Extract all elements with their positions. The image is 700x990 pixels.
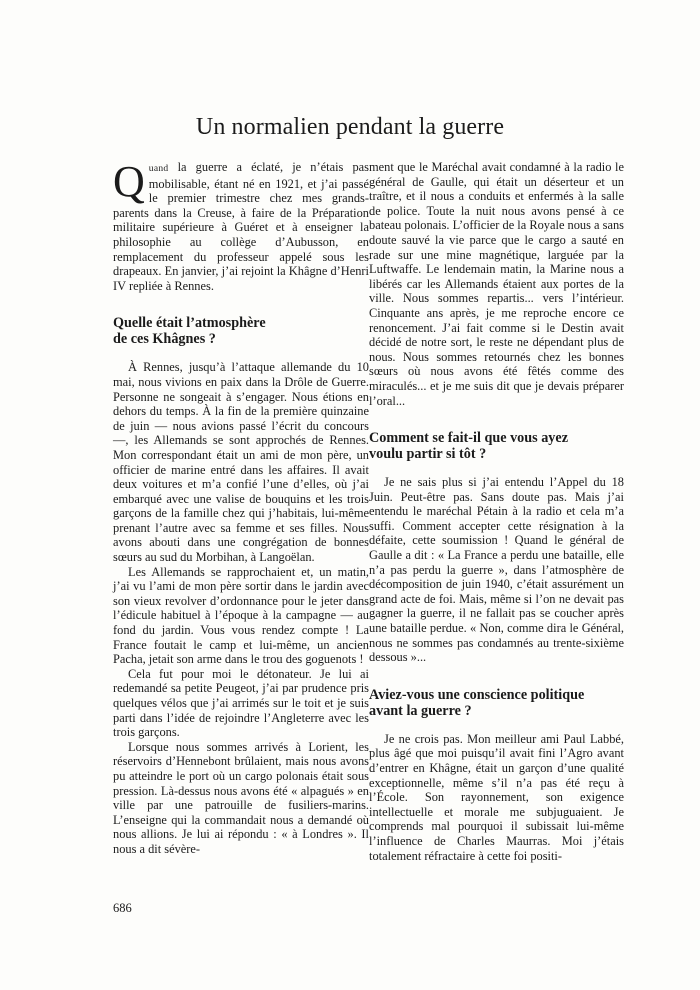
- paragraph: Lorsque nous sommes arrivés à Lorient, les réservoirs d’Hennebont brûlaient, mais nous avons pu atteindre le port où un cargo polonais était sous pression. Là-dessus nous avons été « alpagués » en ville par une patrouille de fusiliers-marins. L’enseigne qui la commandait nous a demandé où nous allions. Je lui ai répondu : « à Londres ». Il nous a dit sévère-: [113, 739, 369, 856]
- section-heading-3: Aviez-vous une conscience politique avant la guerre ?: [369, 686, 585, 719]
- intro-text: la guerre a éclaté, je n’étais pas mobilisable, étant né en 1921, et j’ai passé le premier trimestre chez mes grands-parents dans la Creuse, à faire de la Préparation militaire supérieure à Guéret et à enseigner la philosophie au collège d’Aubusson, en remplacement du professeur appelé sous les drapeaux. En janvier, j’ai rejoint la Khâgne d’Henri IV repliée à Rennes.: [113, 160, 369, 293]
- paragraph: Je ne crois pas. Mon meilleur ami Paul Labbé, plus âgé que moi puisqu’il avait fini l’Agro avant d’entrer en Khâgne, était un garçon d’une qualité exceptionnelle, même s’il n’a pas été reçu à l’École. Son rayonnement, son exigence intellectuelle et morale me subjuguaient. Je comprends mal pourquoi il subissait lui-même l’influence de Charles Maurras. Moi j’étais totalement réfractaire à cette foi positi-: [369, 731, 624, 863]
- section-heading-2: Comment se fait-il que vous ayez voulu partir si tôt ?: [369, 430, 568, 463]
- paragraph-continued: ment que le Maréchal avait condamné à la radio le général de Gaulle, qui était un déserteur et un traître, et il nous a conduits et enfermés à la salle de police. Toute la nuit nous avons pensé à ce bateau polonais. L’officier de la Royale nous a sans doute sauvé la vie parce que le cargo a sauté en rade sur une mine magnétique, larguée par la Luftwaffe. Le lendemain matin, la Marine nous a libérés car les Allemands étaient aux portes de la ville. Nous sommes repartis... vers l’intérieur. Cinquante ans après, je me reproche encore ce renoncement. J’ai fait comme si le Destin avait décidé de notre sort, le reste ne dépendant plus de nous. Nous sommes retournés chez les bonnes sœurs où nous avons été fêtés comme des miraculés... et je me suis dit que je devais préparer l’oral...: [369, 160, 624, 408]
- page-number: 686: [113, 901, 132, 915]
- small-caps-lead: uand: [148, 164, 169, 174]
- paragraph-intro: [113, 157, 369, 293]
- paragraph: À Rennes, jusqu’à l’attaque allemande du 10 mai, nous vivions en paix dans la Drôle de Guerre. Personne ne songeait à s’engager. Nous étions en dehors du temps. À la fin de la première quinzaine de juin — nous avions passé l’écrit du concours —, les Allemands se sont approchés de Rennes. Mon correspondant était un ami de mon père, un officier de marine entré dans les affaires. Il avait deux voitures et m’a confié l’une d’elles, où j’ai embarqué avec une valise de bouquins et les trois garçons de la famille chez qui j’habitais, lui-même prenant l’autre avec sa femme et ses filles. Nous avons abouti dans une congrégation de bonnes sœurs au sud du Morbihan, à Langoëlan.: [113, 360, 369, 565]
- article-title: Un normalien pendant la guerre: [195, 114, 505, 140]
- left-column: [113, 157, 369, 857]
- drop-cap: Q: [113, 157, 145, 206]
- right-column: [369, 160, 624, 863]
- paragraph: Cela fut pour moi le détonateur. Je lui ai redemandé sa petite Peugeot, j’ai par prudence pris quelques vélos que j’ai arrimés sur le toit et je suis parti dans l’idée de rejoindre l’Angleterre avec les trois garçons.: [113, 666, 369, 740]
- section-heading-1: Quelle était l’atmosphère de ces Khâgnes ?: [113, 315, 266, 348]
- paragraph: Je ne sais plus si j’ai entendu l’Appel du 18 Juin. Peut-être pas. Sans doute pas. Mais j’ai entendu le maréchal Pétain à la radio et cela m’a suffi. Comment accepter cette résignation à la défaite, cette soumission ! Quand le général de Gaulle a dit : « La France a perdu une bataille, elle n’a pas perdu la guerre », dans l’atmosphère de décomposition de juin 1940, c’était assurément un grand acte de foi. Mais, même si l’on ne devait pas gagner la guerre, il ne fallait pas se coucher après une bataille perdue. « Non, comme dira le Général, nous ne sommes pas condamnés au trente-sixième dessous »...: [369, 475, 624, 665]
- paragraph: Les Allemands se rapprochaient et, un matin, j’ai vu l’ami de mon père sortir dans le jardin avec son vieux revolver d’ordonnance pour le jeter dans l’édicule habituel à l’époque à la campagne — au fond du jardin. Vous vous rendez compte ! La France foutait le camp et lui-même, un ancien Pacha, jetait son arme dans le trou des goguenots !: [113, 564, 369, 667]
